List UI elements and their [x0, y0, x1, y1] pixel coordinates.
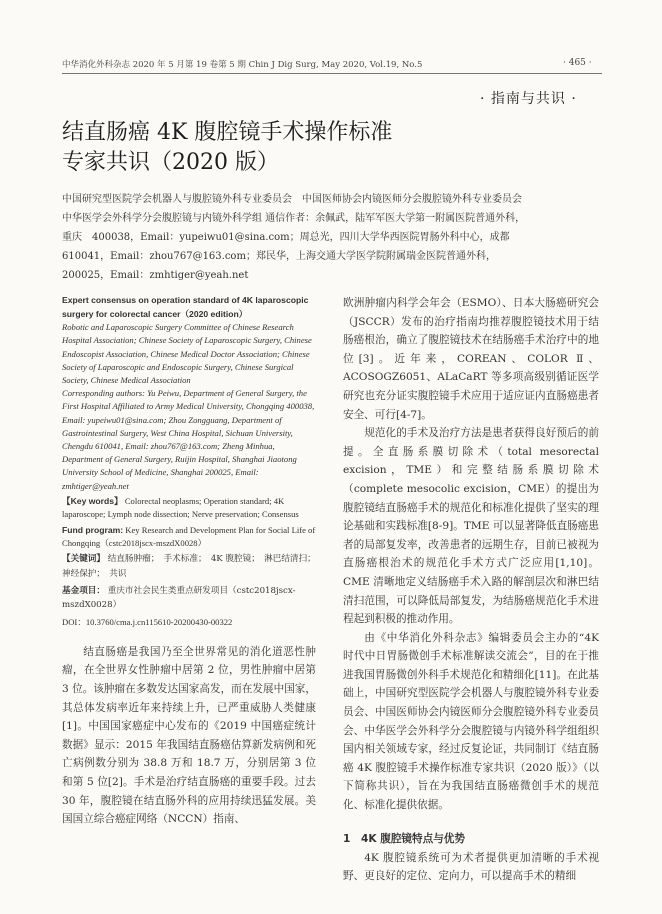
chinese-fund-text: 重庆市社会民生类重点研发项目（cstc2018jscx-mszdX0028） — [62, 585, 296, 611]
chinese-keywords-label: 【关键词】 — [62, 554, 105, 565]
chinese-keywords-text: 结直肠肿瘤； 手术标准； 4K 腹腔镜； 淋巴结清扫； 神经保护； 共识 — [62, 554, 320, 580]
column-tag: · 指南与共识 · — [480, 91, 577, 107]
chinese-fund — [62, 584, 316, 613]
english-keywords — [62, 495, 316, 522]
english-keywords-label: 【Key words】 — [62, 495, 123, 506]
doi: DOI：10.3760/cma.j.cn115610-20200430-00322 — [62, 616, 233, 627]
page-number: · 465 · — [563, 58, 592, 68]
english-affiliations: Robotic and Laparoscopic Surgery Committee of Chinese Research Hospital Association; Chinese Society of Laparoscopic Surgery, Chinese Endoscopist Association, Chinese Medical Doctor Association; Chinese Society of Laparoscopic and Endoscopic Surgery, Chinese Surgical Society, Chinese Medical Association — [62, 322, 312, 385]
body-paragraph: 欧洲肿瘤内科学会年会（ESMO）、日本大肠癌研究会（JSCCR）发布的治疗指南均推荐腹腔镜技术用于结肠癌根治，确立了腹腔镜技术在结肠癌手术治疗中的地位[3]。近年来，COREAN、COLOR Ⅱ、ACOSOGZ6051、ALaCaRT 等多项高级别循证医学研究也充分证实腹腔镜手术应用于适应证内直肠癌患者安全、可行[4-7]。 — [343, 297, 599, 421]
authors-block: 中国研究型医院学会机器人与腹腔镜外科专业委员会 中国医师协会内镜医师分会腹腔镜外科专业委员会 中华医学会外科学分会腹腔镜与内镜外科学组 通信作者：余佩武，陆军军医大学第一附属医院普通外科，重庆 400038，Email：yupeiwu01@sina.com；周总光，四川大学华西医院胃肠外科中心，成都 610041，Email：zhou767@163.com；郑民华，上海交通大学医学院附属瑞金医院普通外科，200025，Email：zmhtiger@yeah.net — [62, 194, 532, 281]
english-fund-label: Fund program: — [62, 524, 124, 535]
section-heading: 1 4K 腹腔镜特点与优势 — [343, 832, 465, 845]
journal-header: 中华消化外科杂志 2020 年 5 月第 19 卷第 5 期 Chin J Dig Surg, May 2020, Vol.19, No.5 — [62, 60, 423, 70]
english-fund — [62, 524, 316, 551]
spacer — [62, 629, 316, 643]
chinese-keywords — [62, 552, 320, 581]
english-keywords-text: Colorectal neoplasms; Operation standard; 4K laparoscope; Lymph node dissection; Nerve preservation; Consensus — [62, 495, 299, 520]
body-paragraph: 由《中华消化外科杂志》编辑委员会主办的“4K 时代中日胃肠微创手术标准解读交流会”，目的在于推进我国胃肠微创外科手术规范化和精细化[11]。在此基础上，中国研究型医院学会机器人与腹腔镜外科专业委员会、中国医师协会内镜医师分会腹腔镜外科专业委员会、中华医学会外科学分会腹腔镜与内镜外科学组组织国内相关领域专家，经过反复论证，共同制订《结直肠癌 4K 腹腔镜手术操作标准专家共识（2020 版）》（以下简称共识），旨在为我国结直肠癌微创手术的规范化、标准化提供依据。 — [343, 631, 599, 812]
header-divider — [62, 73, 602, 74]
title-line-1: 结直肠癌 4K 腹腔镜手术操作标准 — [62, 120, 393, 145]
body-paragraph: 规范化的手术及治疗方法是患者获得良好预后的前提。全直肠系膜切除术（total mesorectal excision，TME）和完整结肠系膜切除术（complete mesocolic excision，CME）的提出为腹腔镜结直肠癌手术的规范化和标准化提供了坚实的理论基础和实践标准[8-9]。TME 可以显著降低直肠癌患者的局部复发率，改善患者的远期生存，目前已被视为直肠癌根治术的规范化手术方式广泛应用[1,10]。CME 清晰地定义结肠癌手术入路的解剖层次和淋巴结清扫范围，可以降低局部复发，为结肠癌规范化手术进程起到积极的推动作用。 — [343, 427, 599, 626]
english-fund-text: Key Research and Development Plan for Social Life of Chongqing（cstc2018jscx-mszdX0028） — [62, 524, 316, 549]
title-line-2: 专家共识（2020 版） — [62, 150, 279, 175]
right-column — [343, 294, 599, 886]
english-corresponding: Corresponding authors: Yu Peiwu, Department of General Surgery, the First Hospital Affiliated to Army Medical University, Chongqing 400038, Email: yupeiwu01@sina.com; Zhou Zongguang, Department of Gastrointestinal Surgery, West China Hospital, Sichuan University, Chengdu 610041, Email: zhou767@163.com; Zheng Minhua, Department of General Surgery, Ruijin Hospital, Shanghai Jiaotong University School of Medicine, Shanghai 200025, Email: zmhtiger@yeah.net — [62, 388, 315, 491]
article-title — [62, 118, 482, 178]
body-paragraph: 结直肠癌是我国乃至全世界常见的消化道恶性肿瘤，在全世界女性肿瘤中居第 2 位，男性肿瘤中居第 3 位。该肿瘤在多数发达国家高发，而在发展中国家，其总体发病率近年来持续上升，已严重威胁人类健康[1]。中国国家癌症中心发布的《2019 中国癌症统计数据》显示：2015 年我国结直肠癌估算新发病例和死亡病例数分别为 38.8 万和 18.7 万，分别居第 3 位和第 5 位[2]。手术是治疗结直肠癌的重要手段。过去 30 年，腹腔镜在结直肠外科的应用持续迅猛发展。美国国立综合癌症网络（NCCN）指南、 — [62, 645, 316, 826]
chinese-fund-label: 基金项目： — [62, 585, 105, 596]
left-column — [62, 294, 320, 829]
body-paragraph: 4K 腹腔镜系统可为术者提供更加清晰的手术视野、更良好的定位、定向力，可以提高手术的精细 — [343, 851, 599, 883]
english-title: Expert consensus on operation standard of 4K laparoscopic surgery for colorectal cancer（2020 edition） — [62, 295, 309, 319]
